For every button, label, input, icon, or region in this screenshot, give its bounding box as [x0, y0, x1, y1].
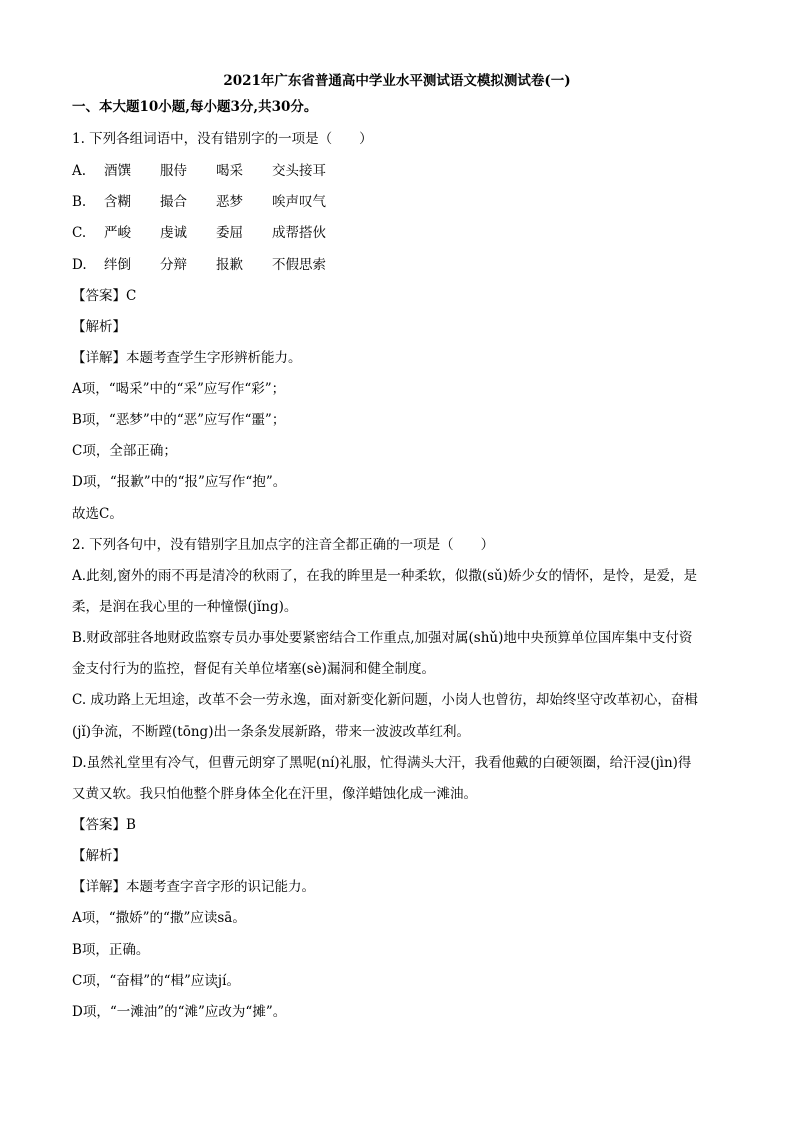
q2-explain-b: B项，正确。 — [72, 942, 150, 958]
q2-analysis: 【解析】 — [72, 848, 126, 864]
option-label: C. — [72, 225, 87, 241]
q2-option-a-line2: 柔，是润在我心里的一种憧憬(jǐng)。 — [72, 599, 298, 615]
q2-answer: 【答案】B — [72, 817, 136, 833]
option-word: 成帮搭伙 — [272, 225, 326, 241]
q1-analysis: 【解析】 — [72, 319, 126, 335]
q1-option-a — [72, 162, 326, 180]
q2-stem: 2. 下列各句中，没有错别字且加点字的注音全都正确的一项是（ ） — [72, 537, 495, 553]
q2-detail: 【详解】本题考查字音字形的识记能力。 — [72, 879, 315, 895]
option-word: 绊倒 — [104, 257, 131, 273]
q2-option-c-line2: (jǐ)争流，不断蹚(tōng)出一条条发展新路，带来一波波改革红利。 — [72, 724, 470, 740]
q1-option-b — [72, 193, 326, 211]
option-word: 服侍 — [160, 163, 187, 179]
q2-option-d-line1: D.虽然礼堂里有冷气，但曹元朗穿了黑呢(ní)礼服，忙得满头大汗，我看他戴的白硬领圈，给汗浸(jìn)得 — [72, 755, 692, 771]
option-word: 报歉 — [216, 257, 243, 273]
q1-explain-b: B项，“恶梦”中的“恶”应写作“噩”； — [72, 412, 286, 428]
option-label: D. — [72, 257, 87, 273]
q1-conclusion: 故选C。 — [72, 506, 123, 522]
q1-detail: 【详解】本题考查学生字形辨析能力。 — [72, 350, 302, 366]
option-word: 酒馔 — [104, 163, 131, 179]
option-word: 含糊 — [104, 194, 131, 210]
option-label: A. — [72, 163, 87, 179]
option-word: 虔诚 — [160, 225, 187, 241]
option-word: 分辩 — [160, 257, 187, 273]
q1-explain-a: A项，“喝采”中的“采”应写作“彩”； — [72, 381, 286, 397]
q1-answer: 【答案】C — [72, 288, 137, 304]
page-title: 2021年广东省普通高中学业水平测试语文模拟测试卷(一) — [223, 73, 571, 89]
q1-explain-c: C项，全部正确； — [72, 443, 177, 459]
option-word: 撮合 — [160, 194, 187, 210]
q2-option-c-line1: C. 成功路上无坦途，改革不会一劳永逸，面对新变化新问题，小岗人也曾彷，却始终坚守改革初心，奋楫 — [72, 692, 698, 708]
section-heading: 一、本大题10小题,每小题3分,共30分。 — [72, 99, 318, 115]
option-label: B. — [72, 194, 87, 210]
q2-option-b-line2: 金支付行为的监控，督促有关单位堵塞(sè)漏洞和健全制度。 — [72, 661, 435, 677]
q2-explain-a: A项，“撒娇”的“撒”应读sā。 — [72, 910, 246, 926]
q2-option-a-line1: A.此刻,窗外的雨不再是清冷的秋雨了，在我的眸里是一种柔软，似撒(sǔ)娇少女的情怀，是怜，是爱，是 — [72, 568, 697, 584]
option-word: 不假思索 — [272, 257, 326, 273]
option-word: 严峻 — [104, 225, 131, 241]
option-word: 喝采 — [216, 163, 243, 179]
option-word: 恶梦 — [216, 194, 243, 210]
option-word: 交头接耳 — [272, 163, 326, 179]
q2-option-d-line2: 又黄又软。我只怕他整个胖身体全化在汗里，像洋蜡蚀化成一滩油。 — [72, 786, 477, 802]
q1-option-c — [72, 224, 326, 242]
q1-option-d — [72, 256, 326, 274]
q2-option-b-line1: B.财政部驻各地财政监察专员办事处要紧密结合工作重点,加强对属(shǔ)地中央预算单位国库集中支付资 — [72, 630, 693, 646]
q1-stem: 1. 下列各组词语中，没有错别字的一项是（ ） — [72, 131, 373, 147]
option-word: 唉声叹气 — [272, 194, 326, 210]
q2-explain-c: C项，“奋楫”的“楫”应读jí。 — [72, 973, 240, 989]
option-word: 委屈 — [216, 225, 243, 241]
q1-explain-d: D项，“报歉”中的“报”应写作“抱”。 — [72, 474, 287, 490]
q2-explain-d: D项，“一滩油”的“滩”应改为“摊”。 — [72, 1004, 287, 1020]
